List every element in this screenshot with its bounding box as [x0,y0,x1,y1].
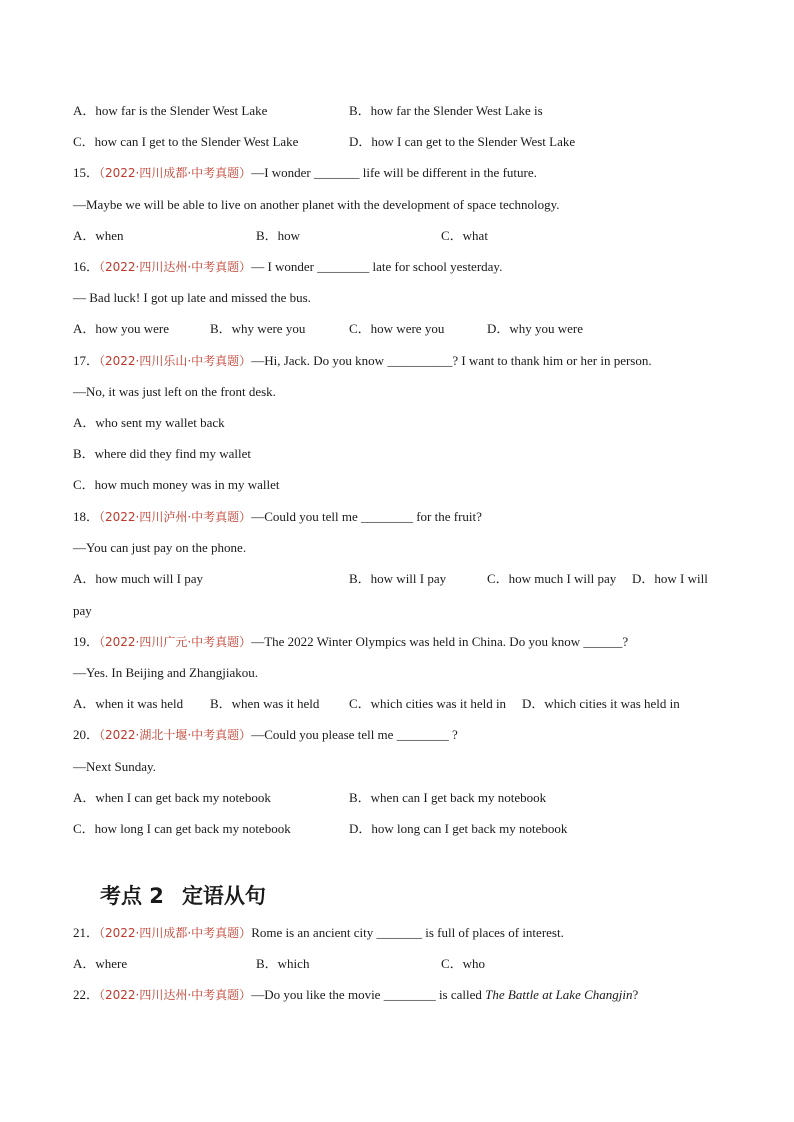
q20-option-a: A．when I can get back my notebook [73,790,271,805]
q20-option-d: D．how long can I get back my notebook [349,821,568,836]
q21-option-c: C．who [441,956,486,971]
q19-option-b: B．when was it held [210,696,320,711]
q22-source: （2022·四川达州·中考真题） [99,988,252,1002]
q19-option-c: C．which cities was it held in [349,696,507,711]
q19-number: 19． [73,634,100,649]
q15-reply: —Maybe we will be able to live on another planet with the development of space technology. [73,197,560,212]
q21-question: Rome is an ancient city _______ is full of places of interest. [251,925,564,940]
q17-stem [73,353,652,369]
q21-source: （2022·四川成都·中考真题） [99,926,252,940]
q20-source: （2022·湖北十堰·中考真题） [99,728,252,742]
q14-option-c: C．how can I get to the Slender West Lake [73,134,299,149]
q17-option-c: C．how much money was in my wallet [73,477,280,492]
q20-option-c: C．how long I can get back my notebook [73,821,291,836]
q19-reply: —Yes. In Beijing and Zhangjiakou. [73,665,258,680]
q22-stem [73,987,638,1003]
q20-stem [73,727,458,743]
q17-reply: —No, it was just left on the front desk. [73,384,276,399]
q18-option-a: A．how much will I pay [73,571,203,586]
q17-option-b: B．where did they find my wallet [73,446,251,461]
q18-option-c: C．how much I will pay [487,571,617,586]
q19-option-a: A．when it was held [73,696,184,711]
q22-movie-title: The Battle at Lake Changjin [485,987,633,1002]
q14-option-b: B．how far the Slender West Lake is [349,103,543,118]
q17-source: （2022·四川乐山·中考真题） [99,354,252,368]
q15-option-a: A．when [73,228,124,243]
section-label: 考点 2 [100,884,164,908]
q15-option-c: C．what [441,228,488,243]
q20-question: —Could you please tell me ________ ? [251,727,458,742]
q22-question-end: ? [632,987,639,1002]
q18-option-d: D．how I will [632,571,708,586]
q19-source: （2022·四川广元·中考真题） [99,635,252,649]
q15-option-b: B．how [256,228,301,243]
q15-stem [73,165,537,181]
q15-question: —I wonder _______ life will be different in the future. [251,165,537,180]
q15-number: 15． [73,165,100,180]
q18-option-d-continued: pay [73,603,92,618]
q22-question: —Do you like the movie ________ is called [251,987,486,1002]
q18-question: —Could you tell me ________ for the fruit? [251,509,482,524]
q19-stem [73,634,628,650]
q20-reply: —Next Sunday. [73,759,156,774]
q15-source: （2022·四川成都·中考真题） [99,166,252,180]
q18-stem [73,509,482,525]
q21-number: 21． [73,925,100,940]
q16-number: 16． [73,259,100,274]
q18-reply: —You can just pay on the phone. [73,540,247,555]
q16-reply: — Bad luck! I got up late and missed the bus. [73,290,311,305]
q19-option-d: D．which cities it was held in [522,696,680,711]
q21-stem [73,925,564,941]
q18-number: 18． [73,509,100,524]
q21-option-a: A．where [73,956,128,971]
q14-option-d: D．how I can get to the Slender West Lake [349,134,576,149]
q16-option-c: C．how were you [349,321,445,336]
q16-option-d: D．why you were [487,321,584,336]
q16-stem [73,259,502,275]
q16-source: （2022·四川达州·中考真题） [99,260,252,274]
q16-question: — I wonder ________ late for school yesterday. [251,259,503,274]
q17-number: 17． [73,353,100,368]
section-heading [100,880,266,910]
q18-source: （2022·四川泸州·中考真题） [99,510,252,524]
q21-option-b: B．which [256,956,310,971]
q17-option-a: A．who sent my wallet back [73,415,225,430]
q16-option-a: A．how you were [73,321,170,336]
q17-question: —Hi, Jack. Do you know __________? I want to thank him or her in person. [251,353,652,368]
q22-number: 22． [73,987,100,1002]
q19-question: —The 2022 Winter Olympics was held in China. Do you know ______? [251,634,629,649]
q14-option-a: A．how far is the Slender West Lake [73,103,268,118]
q20-number: 20． [73,727,100,742]
q16-option-b: B．why were you [210,321,306,336]
section-title: 定语从句 [181,884,266,908]
q18-option-b: B．how will I pay [349,571,447,586]
q20-option-b: B．when can I get back my notebook [349,790,547,805]
